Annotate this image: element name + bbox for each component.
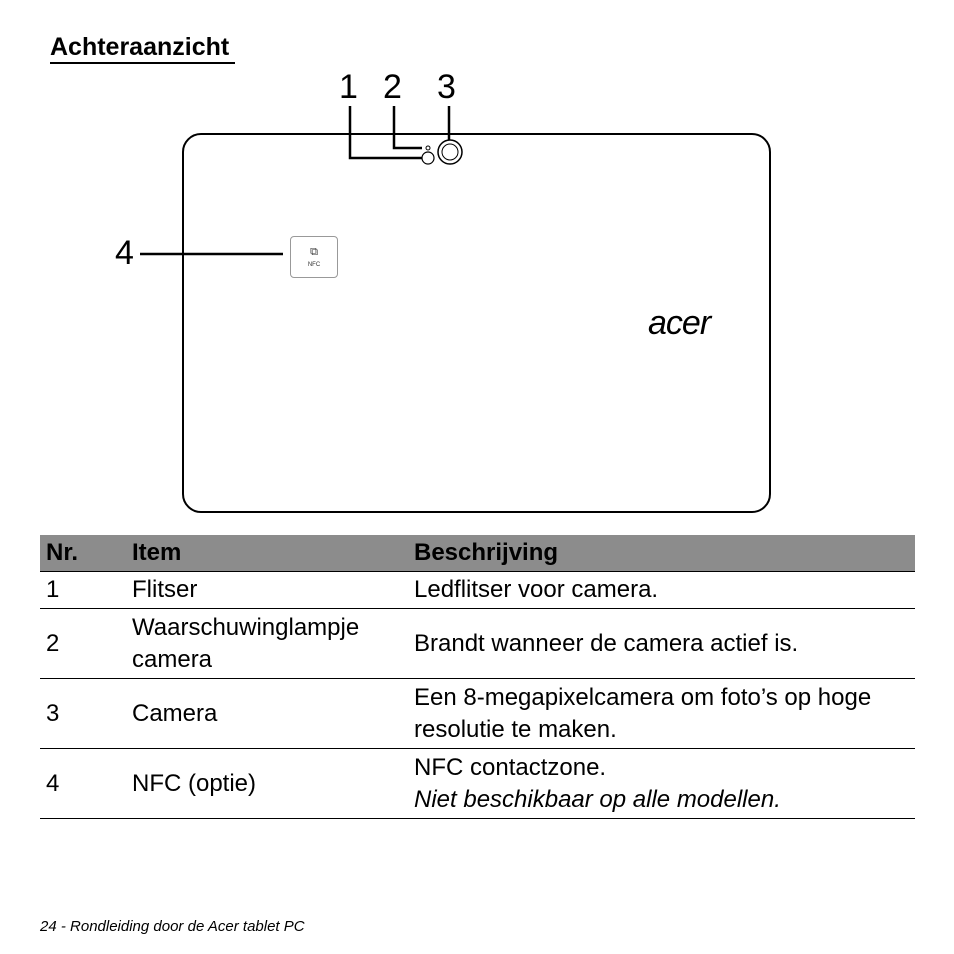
table-row xyxy=(40,572,915,609)
row-description xyxy=(408,749,915,819)
callout-2: 2 xyxy=(383,68,402,106)
indicator-light-icon xyxy=(426,146,430,150)
nfc-zone xyxy=(290,236,338,278)
table-row xyxy=(40,679,915,749)
camera-lens-inner xyxy=(442,144,458,160)
row-item: Flitser xyxy=(126,572,408,609)
row-item: NFC (optie) xyxy=(126,749,408,819)
row-description: Ledflitser voor camera. xyxy=(408,572,915,609)
nfc-icon: ⧉ xyxy=(310,246,318,258)
table-row xyxy=(40,749,915,819)
callout-1: 1 xyxy=(339,68,358,106)
component-table xyxy=(40,535,915,819)
header-item: Item xyxy=(126,535,408,572)
row-nr: 4 xyxy=(40,749,126,819)
callout-3: 3 xyxy=(437,68,456,106)
page-title: Achteraanzicht xyxy=(50,32,235,64)
table-header-row xyxy=(40,535,915,572)
table-row xyxy=(40,609,915,679)
nfc-label: NFC xyxy=(307,262,321,268)
page-footer: 24 - Rondleiding door de Acer tablet PC xyxy=(40,918,305,935)
row-nr: 3 xyxy=(40,679,126,749)
row-nr: 1 xyxy=(40,572,126,609)
flash-icon xyxy=(422,152,434,164)
row-description: Brandt wanneer de camera actief is. xyxy=(408,609,915,679)
row-description-text: NFC contactzone. xyxy=(414,753,607,781)
header-description: Beschrijving xyxy=(408,535,915,572)
row-nr: 2 xyxy=(40,609,126,679)
row-item: Waarschuwinglampje camera xyxy=(126,609,408,679)
header-nr: Nr. xyxy=(40,535,126,572)
row-description: Een 8-megapixelcamera om foto’s op hoge resolutie te maken. xyxy=(408,679,915,749)
row-description-note: Niet beschikbaar op alle modellen. xyxy=(414,785,781,813)
callout-4: 4 xyxy=(115,234,134,272)
row-item: Camera xyxy=(126,679,408,749)
acer-logo: acer xyxy=(648,304,711,342)
